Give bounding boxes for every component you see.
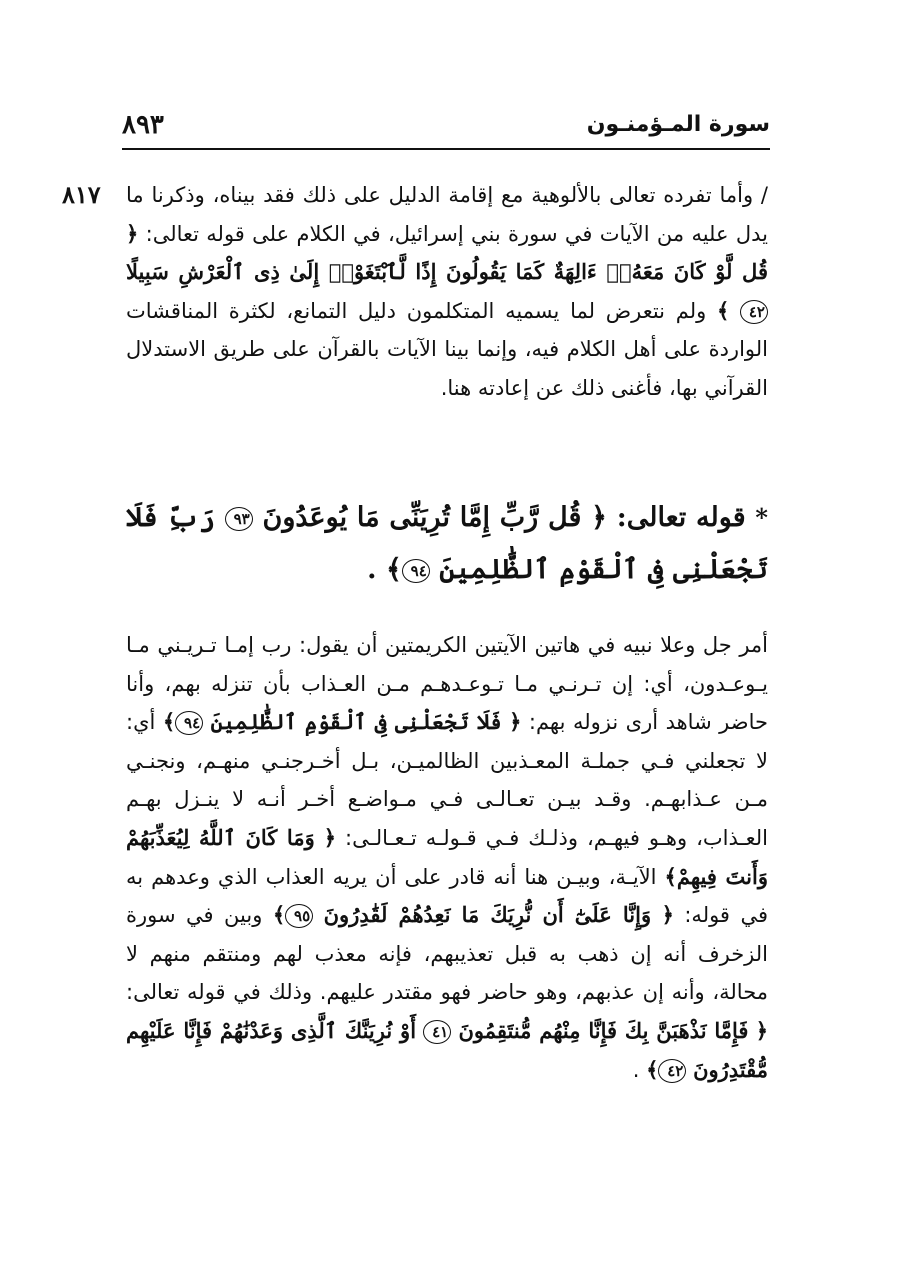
- quran-quote: فَإِمَّا نَذْهَبَنَّ بِكَ فَإِنَّا مِنْهُم مُّنتَقِمُونَ: [458, 1017, 749, 1043]
- quran-close-bracket: ﴾: [162, 709, 176, 735]
- quran-open-bracket: ﴿: [509, 709, 522, 735]
- paragraph-text: ولم نتعرض لما يسميه المتكلمون دليل التمانع، لكثرة المناقشات الواردة على أهل الكلام فيه، وإنما بينا الآيات بالقرآن على طريق الاستدلال القرآني بها، فأغنى ذلك عن إعادته هنا.: [126, 298, 768, 400]
- page-number: ٨٩٣: [122, 110, 164, 140]
- page-header: [122, 108, 770, 150]
- paragraph-text: الآيـة، وبيـن هنا أنه قادر على أن يريه العذاب الذي وعدهم به في قوله:: [126, 864, 768, 928]
- quran-quote: فَلَا تَجْعَلْنِى فِى ٱلْقَوْمِ ٱلظَّٰلِمِينَ: [210, 709, 502, 735]
- verse-heading: [126, 492, 768, 596]
- paragraph-text: أمر جل وعلا نبيه في هاتين الآيتين الكريمتين أن يقول: رب إمـا تـريـني مـا يـوعـدون، أي: إن تـرنـي مـا تـوعـدهـم مـن العـذاب بأن تنزله بهم، وأنا حاضر شاهد أرى نزوله بهم:: [126, 633, 768, 735]
- quran-quote: أَوْ نُرِيَنَّكَ ٱلَّذِى وَعَدْنَٰهُمْ فَإِنَّا عَلَيْهِم مُّقْتَدِرُونَ: [126, 1017, 768, 1082]
- paragraph-commentary: [126, 626, 768, 1089]
- quran-quote: وَإِنَّا عَلَىٰٓ أَن نُّرِيَكَ مَا نَعِدُهُمْ لَقَٰدِرُونَ: [323, 902, 652, 928]
- quran-quote: رَبِّ فَلَا تَجْعَلْنِى فِى ٱلْقَوْمِ ٱلظَّٰلِمِينَ: [126, 502, 768, 585]
- quran-close-bracket: ﴾: [272, 902, 286, 928]
- paragraph-text: أي: لا تجعلني فـي جملـة المعـذبين الظالميـن، بـل أخـرجنـي منهـم، ونجنـي مـن عـذابهـم. وقـد بيـن تعـالـى فـي مـواضـع أخـر أنـه لا ينـزل بهـم العـذاب، وهـو فيهـم، وذلـك فـي قـولـه تـعـالـى:: [126, 710, 769, 850]
- paragraph-text: الكلام على قوله تعالى:: [138, 221, 346, 246]
- quran-open-bracket: ﴿: [755, 1017, 768, 1043]
- quran-close-bracket: ﴾: [646, 1056, 659, 1082]
- star-marker: *: [755, 503, 768, 532]
- quran-open-bracket: ﴿: [126, 220, 139, 246]
- quran-quote: وَمَا كَانَ ٱللَّهُ لِيُعَذِّبَهُمْ وَأَنتَ فِيهِمْ: [126, 824, 768, 889]
- ayah-number-marker: ٩٥: [285, 904, 313, 928]
- quran-close-bracket: ﴾: [385, 554, 402, 585]
- paragraph-intro: [126, 176, 768, 408]
- quran-quote: قُل رَّبِّ إِمَّا تُرِيَنِّى مَا يُوعَدُونَ: [262, 502, 582, 533]
- ayah-number-marker: ٩٤: [402, 559, 430, 583]
- quran-quote: قُل لَّوْ كَانَ مَعَهُۥٓ ءَالِهَةٌ كَمَا يَقُولُونَ إِذًا لَّٱبْتَغَوْا۟ إِلَىٰ ذِى ٱلْعَرْشِ سَبِيلًا: [126, 259, 768, 285]
- paragraph-end: .: [632, 1057, 640, 1082]
- quran-open-bracket: ﴿: [323, 824, 337, 850]
- ayah-number-marker: ٤٢: [740, 300, 768, 324]
- ayah-number-marker: ٤١: [423, 1020, 451, 1044]
- ayah-number-marker: ٩٤: [175, 711, 203, 735]
- ayah-number-marker: ٩٣: [225, 507, 253, 531]
- verse-heading-end: .: [367, 554, 377, 585]
- margin-reference-number: ٨١٧: [62, 180, 101, 209]
- quran-close-bracket: ﴾: [716, 297, 730, 323]
- running-title: سورة المـؤمنـون: [586, 112, 770, 137]
- quran-open-bracket: ﴿: [591, 502, 607, 533]
- quran-open-bracket: ﴿: [661, 902, 674, 928]
- verse-heading-label: قوله تعالى:: [616, 502, 746, 533]
- paragraph-text: بيناه، وذكرنا ما يدل عليه من الآيات في سورة بني إسرائيل، في: [126, 183, 768, 246]
- paragraph-text: / وأما تفرده تعالى بالألوهية مع إقامة الدليل على ذلك فقد: [263, 183, 768, 207]
- paragraph-text: وبين في سورة الزخرف أنه إن ذهب به قبل تعذيبهم، فإنه معذب لهم ومنتقم منهم لا محالة، وأنه إن عذبهم، وهو حاضر فهو مقتدر عليهم. وذلك في قوله تعالى:: [126, 903, 768, 1005]
- quran-close-bracket: ﴾: [664, 863, 677, 889]
- ayah-number-marker: ٤٢: [658, 1059, 686, 1083]
